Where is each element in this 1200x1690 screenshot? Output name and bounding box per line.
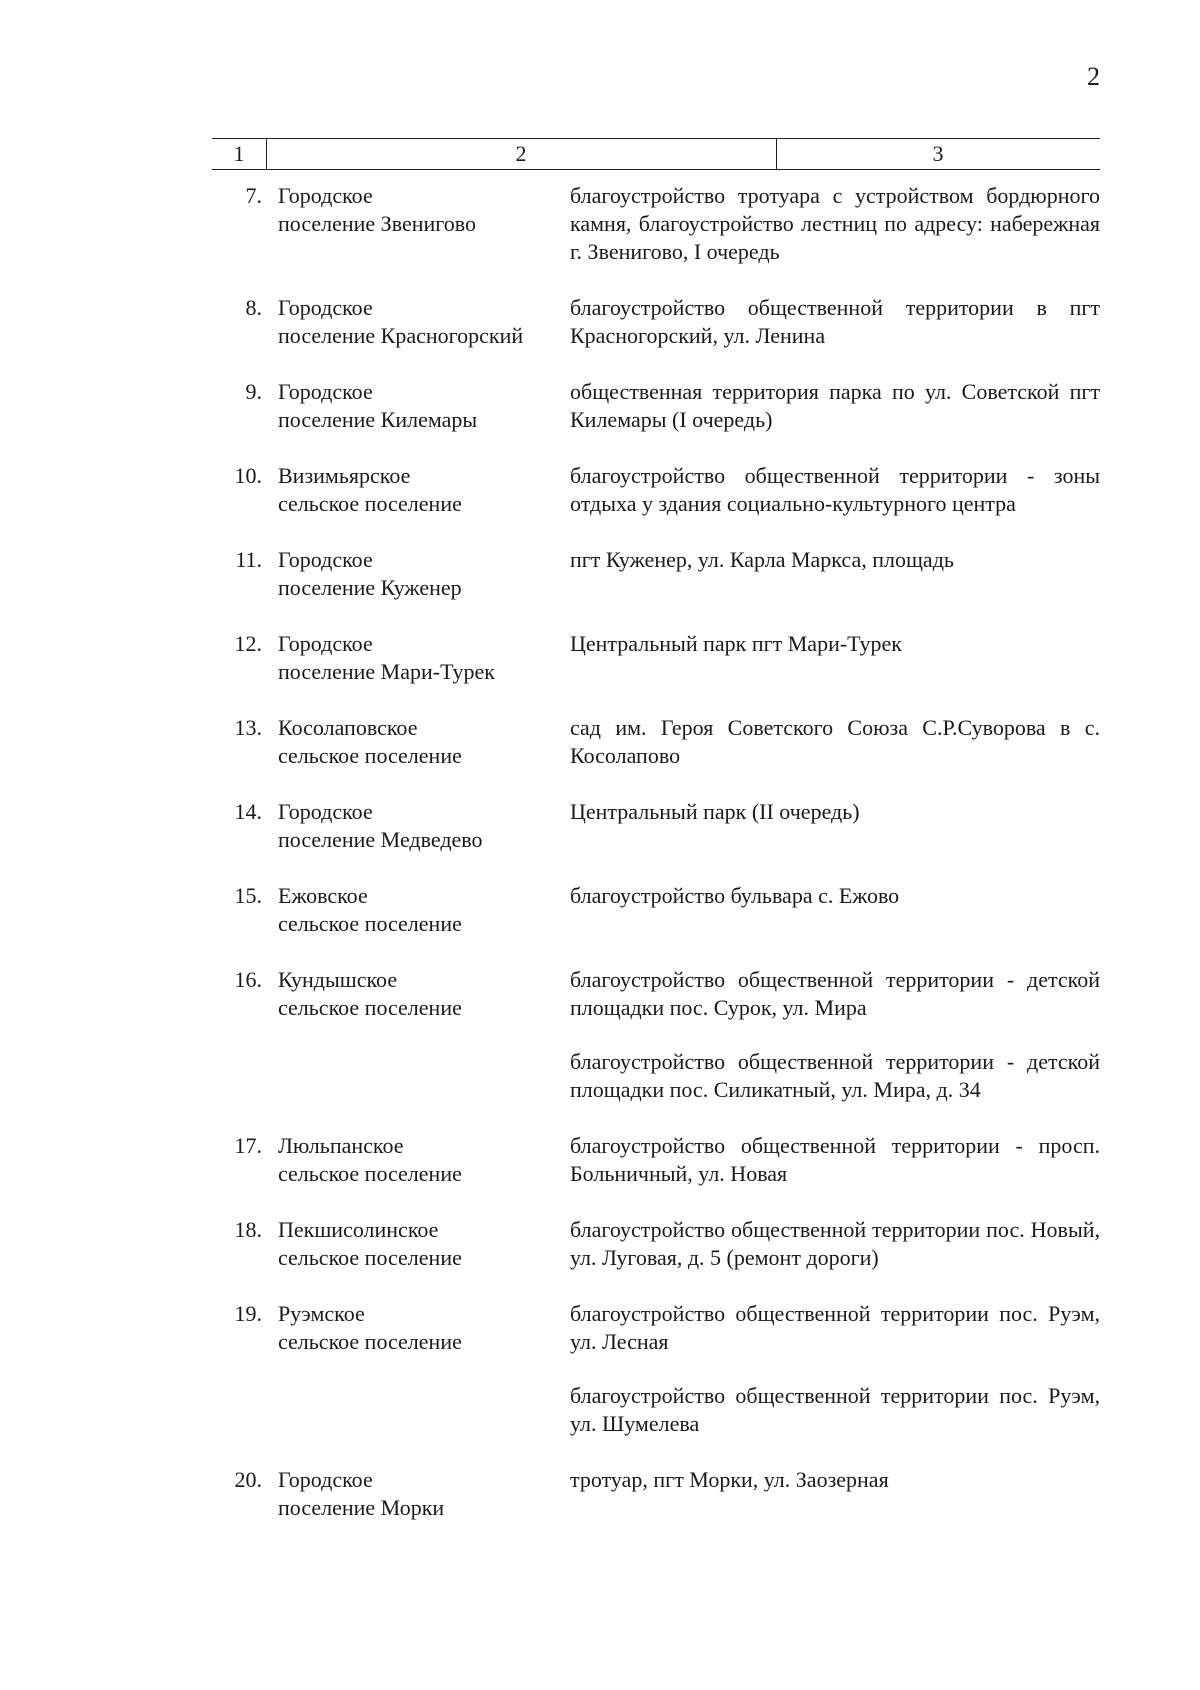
settlement-name — [278, 630, 570, 686]
territory-item: благоустройство общественной территории пос. Руэм, ул. Шумелева — [570, 1383, 1100, 1436]
territory-item: Центральный парк (II очередь) — [570, 799, 860, 824]
territory-description — [570, 546, 1100, 574]
table-row — [212, 1466, 1100, 1522]
settlement-name-line: поселение Медведево — [278, 827, 483, 852]
page-number: 2 — [1087, 62, 1100, 91]
settlement-name — [278, 546, 570, 602]
settlement-name-line: поселение Мари-Турек — [278, 659, 495, 684]
table-body — [212, 182, 1100, 1522]
territory-item: сад им. Героя Советского Союза С.Р.Суворова в с. Косолапово — [570, 715, 1100, 768]
settlement-name-line: Люльпанское — [278, 1133, 404, 1158]
settlement-name — [278, 1300, 570, 1356]
table-row — [212, 966, 1100, 1104]
settlement-name-line: Городское — [278, 631, 373, 656]
header-col-1: 1 — [212, 139, 267, 169]
territory-description — [570, 798, 1100, 826]
settlement-name-line: сельское поселение — [278, 1161, 462, 1186]
settlement-name-line: сельское поселение — [278, 995, 462, 1020]
territory-description — [570, 182, 1100, 266]
row-number: 20. — [234, 1467, 262, 1492]
territory-item: Центральный парк пгт Мари-Турек — [570, 631, 902, 656]
table-row — [212, 546, 1100, 602]
table-header — [212, 138, 1100, 170]
settlement-name-line: Городское — [278, 1467, 373, 1492]
settlement-name-line: сельское поселение — [278, 1245, 462, 1270]
settlement-name-line: поселение Красногорский — [278, 323, 524, 348]
settlement-name-line: Кундышское — [278, 967, 398, 992]
row-number: 8. — [245, 295, 262, 320]
settlement-name — [278, 882, 570, 938]
settlement-name-line: сельское поселение — [278, 743, 462, 768]
table-row — [212, 182, 1100, 266]
territory-description — [570, 882, 1100, 910]
row-number: 17. — [234, 1133, 262, 1158]
table-row — [212, 882, 1100, 938]
territory-description — [570, 1216, 1100, 1272]
settlement-name-line: Ежовское — [278, 883, 368, 908]
settlement-name-line: сельское поселение — [278, 1329, 462, 1354]
territory-item: благоустройство общественной территории - детской площадки пос. Силикатный, ул. Мира, д. 34 — [570, 1049, 1100, 1102]
row-number: 14. — [234, 799, 262, 824]
settlement-name-line: Городское — [278, 183, 373, 208]
territory-item: благоустройство общественной территории пос. Новый, ул. Луговая, д. 5 (ремонт дороги) — [570, 1217, 1100, 1270]
settlement-name — [278, 714, 570, 770]
territory-item: общественная территория парка по ул. Советской пгт Килемары (I очередь) — [570, 379, 1100, 432]
settlement-name-line: сельское поселение — [278, 911, 462, 936]
row-number: 16. — [234, 967, 262, 992]
table-row — [212, 1216, 1100, 1272]
settlement-name-line: Городское — [278, 547, 373, 572]
table-row — [212, 462, 1100, 518]
territory-item: благоустройство общественной территории в пгт Красногорский, ул. Ленина — [570, 295, 1100, 348]
territory-item: благоустройство общественной территории - просп. Больничный, ул. Новая — [570, 1133, 1100, 1186]
settlement-name-line: Пекшисолинское — [278, 1217, 439, 1242]
settlement-name-line: Городское — [278, 379, 373, 404]
settlement-name-line: Городское — [278, 295, 373, 320]
territory-item: благоустройство общественной территории пос. Руэм, ул. Лесная — [570, 1301, 1100, 1354]
settlement-name — [278, 462, 570, 518]
table-row — [212, 1132, 1100, 1188]
row-number: 9. — [245, 379, 262, 404]
settlement-name — [278, 1466, 570, 1522]
settlement-name-line: Визимьярское — [278, 463, 411, 488]
territory-item: благоустройство бульвара с. Ежово — [570, 883, 900, 908]
territory-description — [570, 378, 1100, 434]
row-number: 10. — [234, 463, 262, 488]
table-row — [212, 798, 1100, 854]
row-number: 12. — [234, 631, 262, 656]
settlement-name — [278, 1132, 570, 1188]
settlement-name — [278, 378, 570, 434]
table-row — [212, 714, 1100, 770]
settlement-name — [278, 966, 570, 1022]
settlement-name-line: сельское поселение — [278, 491, 462, 516]
territory-description — [570, 462, 1100, 518]
territory-item: благоустройство общественной территории - детской площадки пос. Сурок, ул. Мира — [570, 967, 1100, 1020]
settlement-name-line: Руэмское — [278, 1301, 365, 1326]
settlement-name-line: Косолаповское — [278, 715, 418, 740]
settlement-name-line: Городское — [278, 799, 373, 824]
territory-description — [570, 966, 1100, 1104]
territory-item: пгт Куженер, ул. Карла Маркса, площадь — [570, 547, 954, 572]
table-row — [212, 630, 1100, 686]
settlement-name — [278, 798, 570, 854]
settlement-name-line: поселение Звенигово — [278, 211, 476, 236]
territory-description — [570, 630, 1100, 658]
territory-description — [570, 294, 1100, 350]
row-number: 15. — [234, 883, 262, 908]
settlement-name — [278, 294, 570, 350]
territory-item: благоустройство общественной территории - зоны отдыха у здания социально-культурного центра — [570, 463, 1100, 516]
table-row — [212, 294, 1100, 350]
row-number: 19. — [234, 1301, 262, 1326]
row-number: 7. — [245, 183, 262, 208]
territory-item: благоустройство тротуара с устройством бордюрного камня, благоустройство лестниц по адресу: набережная г. Звенигово, I очередь — [570, 183, 1100, 264]
header-col-2: 2 — [266, 139, 777, 169]
settlement-name-line: поселение Морки — [278, 1495, 445, 1520]
settlement-name — [278, 182, 570, 238]
territory-description — [570, 1132, 1100, 1188]
territory-description — [570, 714, 1100, 770]
table-row — [212, 1300, 1100, 1438]
territory-description — [570, 1466, 1100, 1494]
table-row — [212, 378, 1100, 434]
settlement-name — [278, 1216, 570, 1272]
settlement-name-line: поселение Килемары — [278, 407, 478, 432]
row-number: 13. — [234, 715, 262, 740]
territory-item: тротуар, пгт Морки, ул. Заозерная — [570, 1467, 889, 1492]
row-number: 11. — [235, 547, 262, 572]
row-number: 18. — [234, 1217, 262, 1242]
header-col-3: 3 — [932, 141, 944, 166]
settlement-name-line: поселение Куженер — [278, 575, 462, 600]
territory-description — [570, 1300, 1100, 1438]
